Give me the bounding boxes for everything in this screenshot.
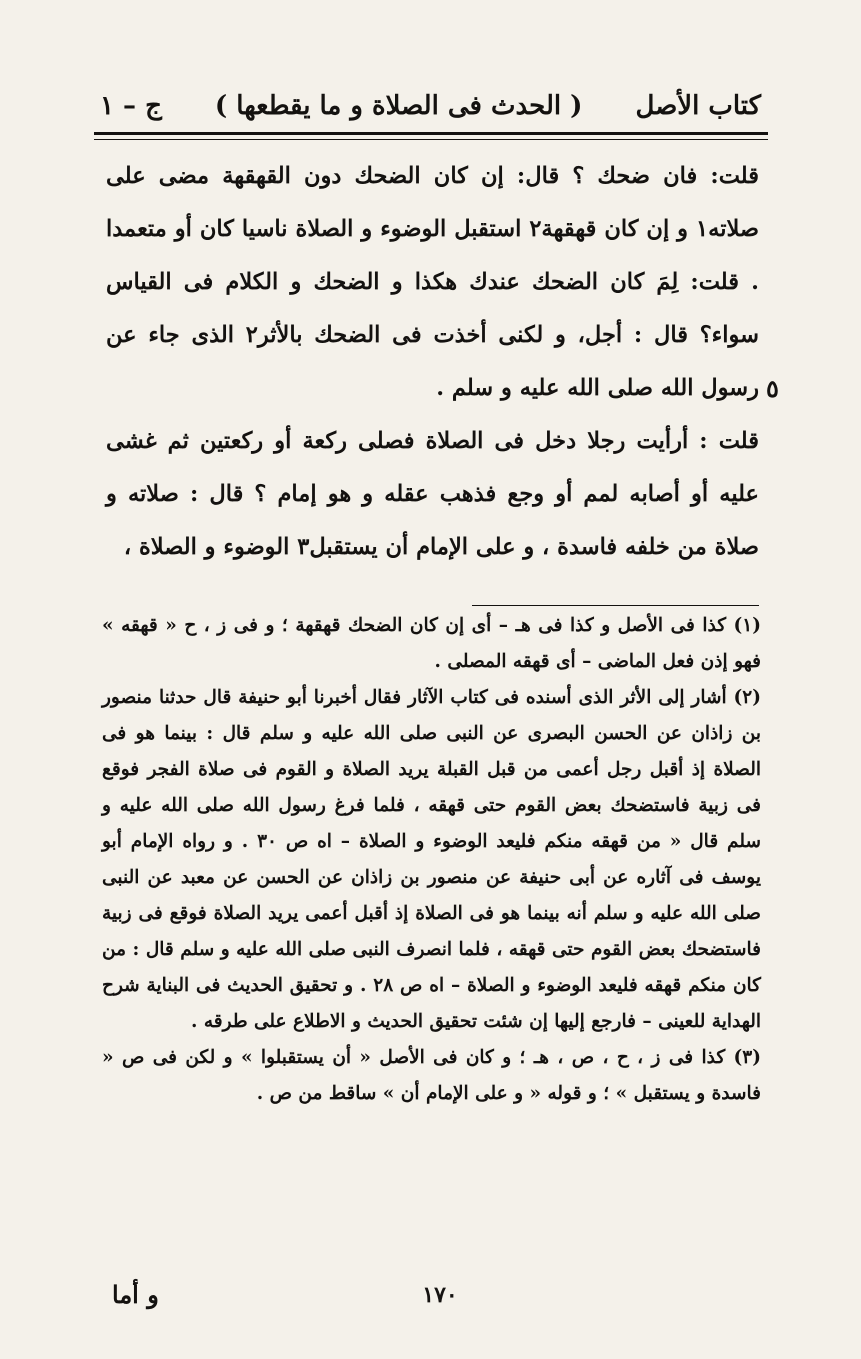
footnote-separator <box>472 605 759 606</box>
volume-number: ج – ١ <box>100 91 162 121</box>
catchword: و أما <box>112 1280 159 1309</box>
paragraph-1: قلت: فان ضحك ؟ قال: إن كان الضحك دون القهقهة مضى على صلاته١ و إن كان قهقهة٢ استقبل الوضوء و الصلاة ناسيا كان أو متعمدا . قلت: لِمَ كان الضحك عندك هكذا و الضحك و الكلام فى القياس سواء؟ قال : أجل، و لكنى أخذت فى الضحك بالأثر٢ الذى جاء عن رسول الله صلى الله عليه و سلم . <box>106 163 759 401</box>
footnote-1: (١) كذا فى الأصل و كذا فى هـ – أى إن كان الضحك قهقهة ؛ و فى ز ، ح « قهقه » فهو إذن فعل الماضى – أى قهقه المصلى . <box>102 615 761 672</box>
page-number: ١٧٠ <box>422 1282 458 1308</box>
footnotes <box>102 608 761 1112</box>
running-header <box>100 86 761 126</box>
chapter-title: ( الحدث فى الصلاة و ما يقطعها ) <box>214 91 583 121</box>
header-rule-thin <box>94 139 768 140</box>
main-text <box>106 150 759 574</box>
book-title: كتاب الأصل <box>635 91 761 121</box>
line-number-marker: ٥ <box>766 374 779 403</box>
footnote-2: (٢) أشار إلى الأثر الذى أسنده فى كتاب الآثار فقال أخبرنا أبو حنيفة قال حدثنا منصور بن زاذان عن الحسن البصرى عن النبى صلى الله عليه و سلم قال : بينما هو فى الصلاة إذ أقبل رجل أعمى من قبل القبلة يريد الصلاة و القوم فى صلاة الفجر فوقع فى زبية فاستضحك بعض القوم حتى قهقه ، فلما فرغ رسول الله صلى الله عليه و سلم قال « من قهقه منكم فليعد الوضوء و الصلاة – اه ص ٣٠ . و رواه الإمام أبو يوسف فى آثاره عن أبى حنيفة عن منصور بن زاذان عن الحسن عن معبد عن النبى صلى الله عليه و سلم أنه بينما هو فى الصلاة إذ أقبل أعمى يريد الصلاة فوقع فى زبية فاستضحك بعض القوم حتى قهقه ، فلما انصرف النبى صلى الله عليه و سلم قال : من كان منكم قهقه فليعد الوضوء و الصلاة – اه ص ٢٨ . و تحقيق الحديث فى البناية شرح الهداية للعينى – فارجع إليها إن شئت تحقيق الحديث و الاطلاع على طرقه . <box>102 687 761 1032</box>
footnote-3: (٣) كذا فى ز ، ح ، ص ، هـ ؛ و كان فى الأصل « أن يستقبلوا » و لكن فى ص « فاسدة و يستقبل » ؛ و قوله « و على الإمام أن » ساقط من ص . <box>102 1047 761 1104</box>
paragraph-2: قلت : أرأيت رجلا دخل فى الصلاة فصلى ركعة أو ركعتين ثم غشى عليه أو أصابه لمم أو وجع فذهب عقله و هو إمام ؟ قال : صلاته و صلاة من خلفه فاسدة ، و على الإمام أن يستقبل٣ الوضوء و الصلاة ، <box>106 428 759 560</box>
header-rule-thick <box>94 132 768 135</box>
